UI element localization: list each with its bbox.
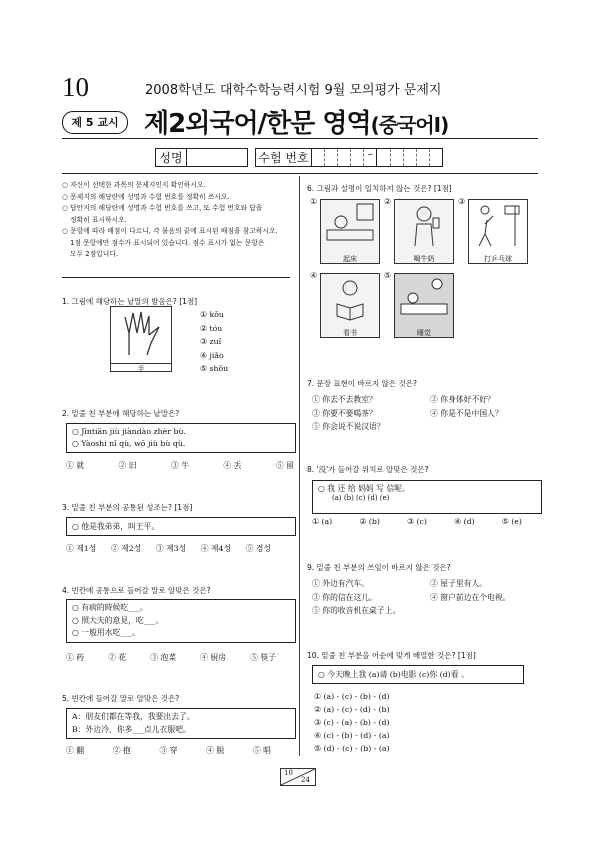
q10-options xyxy=(314,690,390,755)
q6-stem: 6. 그림과 설명이 일치하지 않는 것은? [1점] xyxy=(307,184,452,193)
footer-page: 10 xyxy=(284,769,293,777)
instructions xyxy=(62,180,290,261)
option[interactable]: ④ 窗户前边在个电视。 xyxy=(430,592,511,602)
subject-title xyxy=(144,103,448,140)
bed-icon xyxy=(321,200,379,250)
ping-pong-image xyxy=(468,199,528,264)
q6-caption: 睡觉 xyxy=(417,329,431,337)
q10-box: ○ 今天晚上我 (a)请 (b)电影 (c)你 (d)看 。 xyxy=(312,665,524,684)
q6-caption: 看书 xyxy=(343,329,357,337)
q1-caption: 手 xyxy=(111,363,171,374)
subheader-rule xyxy=(62,173,538,174)
q6-caption: 喝牛奶 xyxy=(413,255,435,263)
option[interactable]: ③ 你要不要喝茶？ xyxy=(312,408,377,418)
option[interactable]: ④ 제4성 xyxy=(200,544,232,553)
drink-milk-image xyxy=(394,199,454,264)
q6-num: ③ xyxy=(458,197,465,206)
option[interactable]: ④ 丢 xyxy=(223,461,242,470)
milk-icon xyxy=(395,200,453,250)
q5-line: A：朋友们都在等我，我要出去了。 xyxy=(72,712,195,721)
q2-options xyxy=(66,460,294,471)
q7-options-right xyxy=(430,393,503,420)
footer-total: 24 xyxy=(301,776,310,784)
q6-caption: 起床 xyxy=(343,255,357,263)
sleep-image xyxy=(394,273,454,338)
option[interactable]: ④ (c) - (b) - (d) - (a) xyxy=(314,731,390,740)
option[interactable]: ③ 牛 xyxy=(170,461,190,470)
option[interactable]: ③ 穿 xyxy=(159,746,178,755)
q2-line: ○ Jīntiān jiù jiàndào zhèr bù. xyxy=(72,427,186,436)
q8-marks: (a) (b) (c) (d) (e) xyxy=(332,494,390,502)
option[interactable]: ③ zuǐ xyxy=(200,337,222,346)
exam-title: 2008학년도 대학수학능력시험 9월 모의평가 문제지 xyxy=(145,83,442,98)
q6-num: ① xyxy=(310,197,317,206)
sleep-icon xyxy=(395,274,453,324)
q3-box: ○ 他是我弟弟，叫王平。 xyxy=(66,517,296,536)
q8-options xyxy=(312,517,522,526)
q2-box xyxy=(66,423,296,453)
q1-options xyxy=(200,308,228,376)
q9-options-left xyxy=(312,577,400,618)
option[interactable]: ⑤ 경성 xyxy=(245,544,271,553)
book-icon xyxy=(321,274,379,324)
option[interactable]: ④ 脱 xyxy=(206,746,225,755)
q6-num: ② xyxy=(384,197,391,206)
q5-stem: 5. 빈칸에 들어갈 말로 알맞은 것은? xyxy=(62,694,180,703)
q8-box xyxy=(312,480,542,514)
q4-options xyxy=(66,652,276,663)
name-field[interactable] xyxy=(186,148,248,167)
q4-line: ○ 一般用水吃___。 xyxy=(72,628,140,637)
q4-line: ○ 有病的時候吃___。 xyxy=(72,603,148,612)
option[interactable]: ① 你去不去教室？ xyxy=(312,395,377,404)
option[interactable]: ⑤ 筷子 xyxy=(250,653,276,662)
read-book-image xyxy=(320,273,380,338)
option[interactable]: ① 제1성 xyxy=(66,544,97,553)
column-divider xyxy=(299,176,300,756)
q5-options xyxy=(66,745,271,756)
q8-sentence: ○ 我 还 给 妈妈 写 信呢。 xyxy=(318,484,410,493)
q5-box xyxy=(66,708,296,739)
q4-box xyxy=(66,599,296,643)
q1-stem: 1. 그림에 해당하는 낱말의 발음은? [1점] xyxy=(62,297,198,306)
option[interactable]: ② (b) xyxy=(359,517,380,526)
option[interactable]: ② 你身体好不好？ xyxy=(430,395,495,404)
instructions-rule xyxy=(62,277,290,278)
q7-options-left xyxy=(312,393,385,434)
instruction-line: ○ 문제지의 해당란에 성명과 수험 번호를 정확히 쓰시오. xyxy=(62,192,230,201)
q2-stem: 2. 밑줄 친 부분에 해당하는 낱말은? xyxy=(62,409,180,418)
q4-stem: 4. 빈칸에 공통으로 들어갈 말로 알맞은 것은? xyxy=(62,586,211,595)
q5-line: B：外边冷，你多___点儿衣服吧。 xyxy=(72,724,191,734)
option[interactable]: ① 外边有汽车。 xyxy=(312,579,370,588)
q6-num: ⑤ xyxy=(384,271,391,280)
instruction-line: ○ 답안지의 해당란에 성명과 수험 번호를 쓰고, 또 수험 번호와 답을 xyxy=(62,204,263,212)
option[interactable]: ③ 你的信在这儿。 xyxy=(312,592,377,602)
option[interactable]: ③ (c) - (a) - (b) - (d) xyxy=(314,718,390,727)
option[interactable]: ④ 厨房 xyxy=(200,653,227,662)
option[interactable]: ⑤ (e) xyxy=(501,517,522,526)
q4-line: ○ 照大夫的意見，吃___。 xyxy=(72,615,164,625)
period-badge: 제 5 교시 xyxy=(62,111,128,134)
basketball-icon xyxy=(469,200,527,250)
option[interactable]: ④ 你是不是中国人？ xyxy=(430,408,503,418)
q9-stem: 9. 밑줄 친 부분의 쓰임이 바르지 않은 것은? xyxy=(307,563,451,572)
option[interactable]: ① (a) - (c) - (b) - (d) xyxy=(314,692,390,701)
option[interactable]: ⑤ 你的收音机在桌子上。 xyxy=(312,606,401,615)
option[interactable]: ⑤ 留 xyxy=(275,461,294,470)
exam-no-field[interactable]: – xyxy=(311,148,443,167)
q8-stem: 8. '没'가 들어갈 위치로 알맞은 것은? xyxy=(307,465,429,474)
hand-icon xyxy=(111,307,171,359)
option[interactable]: ⑤ shǒu xyxy=(200,364,229,373)
instruction-line: 1점 문항에만 점수가 표시되어 있습니다. 점수 표시가 없는 문항은 xyxy=(70,238,265,247)
header-rule xyxy=(62,138,538,139)
option[interactable]: ② tóu xyxy=(200,323,223,333)
q6-caption: 打乒乓球 xyxy=(484,255,512,263)
page-footer xyxy=(280,768,316,786)
wake-up-image xyxy=(320,199,380,264)
subject-main: 제2외국어/한문 영역 xyxy=(144,109,371,139)
instruction-line: ○ 자신이 선택한 과목의 문제지인지 확인하시오. xyxy=(62,181,206,189)
option[interactable]: ② (a) - (c) - (d) - (b) xyxy=(314,705,390,714)
hand-image xyxy=(110,306,172,372)
option[interactable]: ④ jiǎo xyxy=(200,350,224,360)
option[interactable]: ③ 제3성 xyxy=(155,544,187,553)
page-number: 10 xyxy=(62,72,89,102)
name-label: 성명 xyxy=(155,148,187,167)
option[interactable]: ③ 泡菜 xyxy=(150,653,177,662)
instruction-line: ○ 문항에 따라 배점이 다르니, 각 물음의 끝에 표시된 배점을 참고하시오. xyxy=(62,227,278,235)
option[interactable]: ③ (c) xyxy=(407,517,427,526)
option[interactable]: ① (a) xyxy=(312,517,333,526)
option[interactable]: ⑤ (d) - (c) - (b) - (a) xyxy=(314,744,390,753)
q3-options xyxy=(66,543,271,554)
option[interactable]: ① 药 xyxy=(66,653,85,662)
option[interactable]: ① kǒu xyxy=(200,310,224,319)
q6-num: ④ xyxy=(310,271,317,280)
q10-stem: 10. 밑줄 친 부분을 어순에 맞게 배열한 것은? [1점] xyxy=(307,651,476,660)
option[interactable]: ② 花 xyxy=(108,653,127,662)
option[interactable]: ② 抱 xyxy=(112,746,131,755)
q7-stem: 7. 문장 표현이 바르지 않은 것은? xyxy=(307,379,417,388)
exam-no-label: 수험 번호 xyxy=(255,148,312,167)
instruction-line: 정확히 표시하시오. xyxy=(70,215,127,224)
subject-sub: (중국어Ⅰ) xyxy=(370,113,449,137)
option[interactable]: ② 제2성 xyxy=(110,544,142,553)
q2-line: ○ Yàoshi nǐ qù, wǒ jiù bù qù. xyxy=(72,439,186,448)
option[interactable]: ② 旧 xyxy=(118,461,137,470)
option[interactable]: ⑤ 唱 xyxy=(252,746,271,755)
option[interactable]: ② 屋子里有人。 xyxy=(430,579,488,588)
option[interactable]: ① 翻 xyxy=(66,746,85,755)
instruction-line: 모두 2점입니다. xyxy=(70,250,119,258)
option[interactable]: ① 就 xyxy=(66,461,85,470)
option[interactable]: ⑤ 你会说不说汉语？ xyxy=(312,422,385,431)
q3-stem: 3. 밑줄 친 부분의 공통된 성조는? [1점] xyxy=(62,503,193,512)
q9-options-right xyxy=(430,577,510,604)
option[interactable]: ④ (d) xyxy=(454,517,475,526)
